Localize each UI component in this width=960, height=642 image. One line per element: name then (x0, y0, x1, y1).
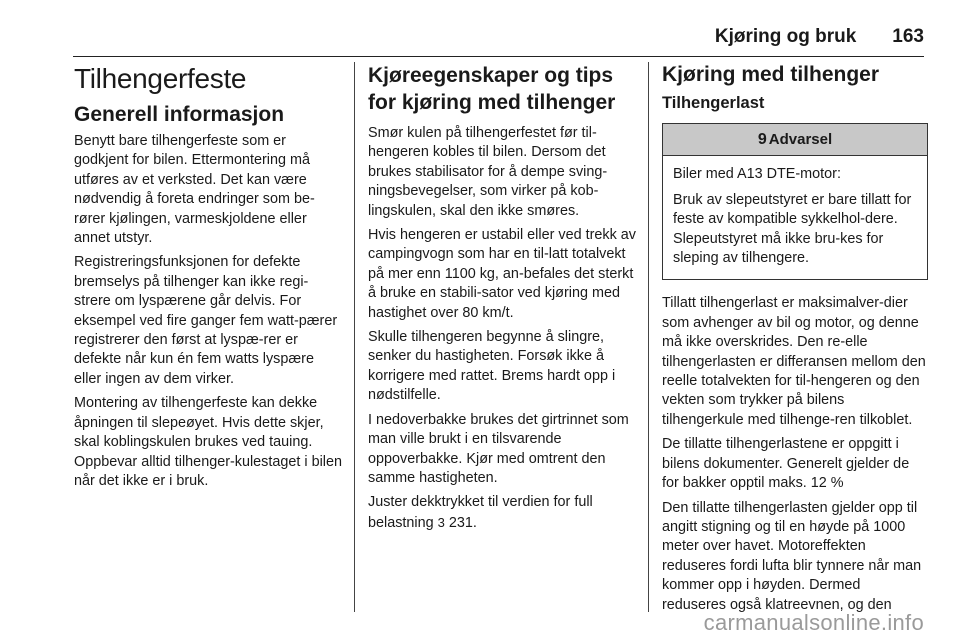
paragraph: Tillatt tilhengerlast er maksimalver-dier som avhenger av bil og motor, og denne må ikke overskrides. Den re-elle tilhengerlasten er differansen mellom den reelle totalvekten for til-hengeren og den vekten som trykker på bilens tilhengerkule med tilhenge-ren tilkoblet. (662, 295, 926, 428)
warning-body (663, 156, 927, 279)
section-title-driving-tips: Kjøreegenskaper og tips for kjøring med tilhenger (368, 64, 616, 114)
paragraph: Hvis hengeren er ustabil eller ved trekk av campingvogn som har en til-latt totalvekt på mer enn 1100 kg, an-befales det sterkt å bruke en stabili-sator ved kjøring med hastighet over 80 km/t. (368, 227, 636, 321)
column-divider-2 (648, 62, 649, 612)
column-divider-1 (354, 62, 355, 612)
column-right (662, 62, 928, 620)
warning-title: Advarsel (768, 131, 833, 148)
paragraph: I nedoverbakke brukes det girtrinnet som man ville brukt i en tilsvarende oppoverbakke. Kjør med omtrent den samme hastigheten. (368, 411, 629, 486)
column-middle (368, 62, 636, 538)
warning-line: Biler med A13 DTE-motor: (673, 166, 841, 183)
header-section-title: Kjøring og bruk (714, 26, 857, 47)
cross-reference-page[interactable]: 231. (448, 514, 477, 531)
paragraph: Skulle tilhengeren begynne å slingre, senker du hastigheten. Forsøk ikke å korrigere med rattet. Brems hardt opp i nødstilfelle. (368, 329, 616, 404)
column-left (74, 62, 342, 496)
paragraph: De tillatte tilhengerlastene er oppgitt i bilens dokumenter. Generelt gjelder de for bakker opptil maks. 12 % (662, 436, 910, 492)
paragraph-text: Juster dekktrykket til verdien for full belastning (368, 494, 593, 531)
paragraph: Registreringsfunksjonen for defekte bremselys på tilhenger kan ikke regi-strere om lyspærene går delvis. For eksempel ved fire ganger fem watt-pærer registrerer den først at lyspæ-rer er defekte når kun én fem watts lyspære eller ingen av dem virker. (74, 254, 338, 387)
warning-box (662, 123, 928, 280)
page-number: 163 (892, 26, 924, 47)
paragraph-tyre-pressure (368, 493, 636, 533)
section-title-general: Generell informasjon (74, 103, 285, 126)
chapter-title: Tilhengerfeste (74, 63, 247, 94)
running-header (715, 26, 924, 48)
section-title-trailer-driving: Kjøring med tilhenger (662, 63, 880, 86)
cross-reference-arrow-icon: 3 (437, 514, 445, 530)
warning-triangle-icon: 9 (757, 131, 767, 148)
paragraph: Montering av tilhengerfeste kan dekke åpningen til slepeøyet. Hvis dette skjer, skal koblingskulen brukes ved tauing. Oppbevar alltid tilhenger-kulestaget i bilen når det ikke er i bruk. (74, 395, 342, 489)
paragraph: Den tillatte tilhengerlasten gjelder opp til angitt stigning og til en høyde på 1000 meter over havet. Motoreffekten reduseres fordi lufta blir tynnere når man kommer opp i høyden. Dermed reduseres også klatreevnen, og den (662, 499, 922, 613)
paragraph: Benytt bare tilhengerfeste som er godkjent for bilen. Ettermontering må utføres av et verksted. Det kan være nødvendig å foreta endringer som be-rører kjølingen, varmeskjoldene eller annet utstyr. (74, 133, 315, 247)
subsection-title-trailer-load: Tilhengerlast (662, 94, 765, 112)
warning-line: Bruk av slepeutstyret er bare tillatt for feste av kompatible sykkelhol-dere. Slepeutstyret må ikke bru-kes for sleping av tilhengere. (673, 191, 912, 267)
watermark-text: carmanualsonline.info (703, 610, 924, 635)
header-rule (73, 56, 924, 57)
paragraph: Smør kulen på tilhengerfestet før til-hengeren kobles til bilen. Dersom det brukes stabilisator for å dempe sving-ningsbevegelser, som virker på kob-lingskulen, skal den ikke smøres. (368, 125, 608, 219)
warning-header (663, 124, 927, 156)
